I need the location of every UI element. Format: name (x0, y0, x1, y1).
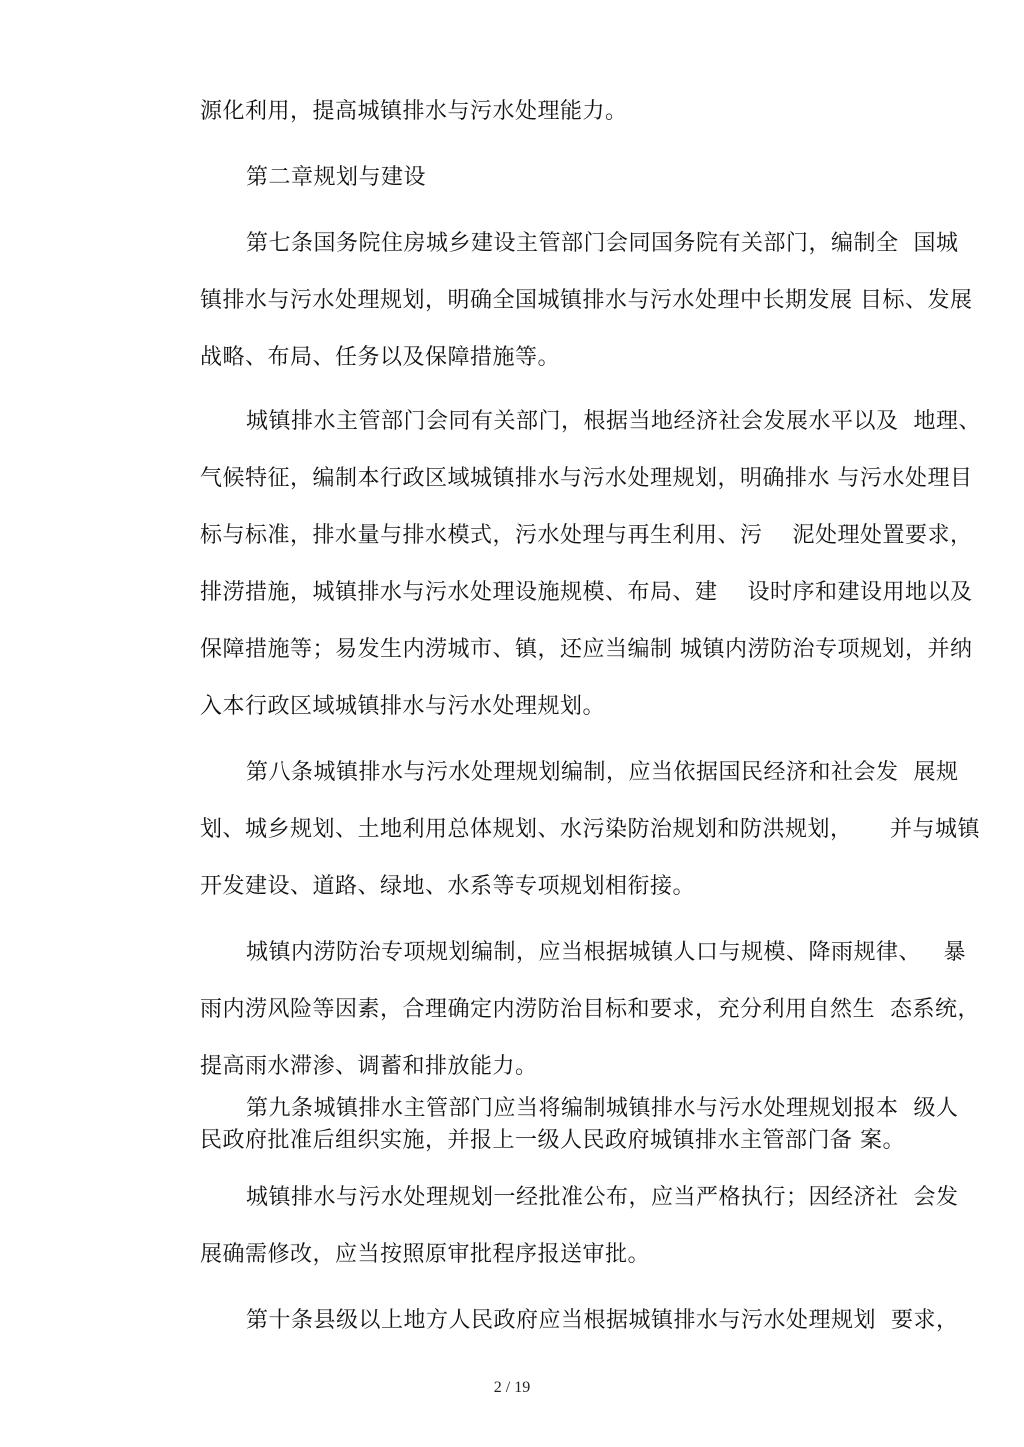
text-line: 开发建设、道路、绿地、水系等专项规划相衔接。 (200, 874, 696, 899)
text-line: 划、城乡规划、土地利用总体规划、水污染防治规划和防洪规划， 并与城镇 (200, 817, 980, 842)
text-line: 第九条城镇排水主管部门应当将编制城镇排水与污水处理规划报本 级人 (246, 1096, 959, 1121)
text-line: 第八条城镇排水与污水处理规划编制，应当依据国民经济和社会发 展规 (246, 760, 959, 785)
chapter-heading: 第二章规划与建设 (246, 165, 427, 190)
text-line: 战略、布局、任务以及保障措施等。 (200, 345, 561, 370)
text-line: 入本行政区域城镇排水与污水处理规划。 (200, 694, 606, 719)
page-number: 2 / 19 (493, 1379, 531, 1396)
text-line: 排涝措施，城镇排水与污水处理设施规模、布局、建 设时序和建设用地以及 (200, 580, 973, 605)
text-line: 保障措施等；易发生内涝城市、镇，还应当编制 城镇内涝防治专项规划，并纳 (200, 637, 973, 662)
text-line: 第十条县级以上地方人民政府应当根据城镇排水与污水处理规划 要求， (246, 1308, 959, 1333)
text-line: 第七条国务院住房城乡建设主管部门会同国务院有关部门，编制全 国城 (246, 231, 959, 256)
text-line: 气候特征，编制本行政区域城镇排水与污水处理规划，明确排水 与污水处理目 (200, 466, 973, 491)
text-line: 城镇排水主管部门会同有关部门，根据当地经济社会发展水平以及 地理、 (246, 409, 981, 434)
text-line: 城镇排水与污水处理规划一经批准公布，应当严格执行；因经济社 会发 (246, 1185, 959, 1210)
text-line: 源化利用，提高城镇排水与污水处理能力。 (200, 99, 628, 124)
text-line: 民政府批准后组织实施，并报上一级人民政府城镇排水主管部门备 案。 (200, 1128, 905, 1153)
text-line: 提高雨水滞渗、调蓄和排放能力。 (200, 1054, 538, 1079)
text-line: 雨内涝风险等因素，合理确定内涝防治目标和要求，充分利用自然生 态系统， (200, 997, 980, 1022)
text-line: 展确需修改，应当按照原审批程序报送审批。 (200, 1242, 651, 1267)
text-line: 城镇内涝防治专项规划编制，应当根据城镇人口与规模、降雨规律、 暴 (246, 940, 966, 965)
text-line: 镇排水与污水处理规划，明确全国城镇排水与污水处理中长期发展 目标、发展 (200, 288, 973, 313)
text-line: 标与标准，排水量与排水模式，污水处理与再生利用、污 泥处理处置要求， (200, 523, 973, 548)
